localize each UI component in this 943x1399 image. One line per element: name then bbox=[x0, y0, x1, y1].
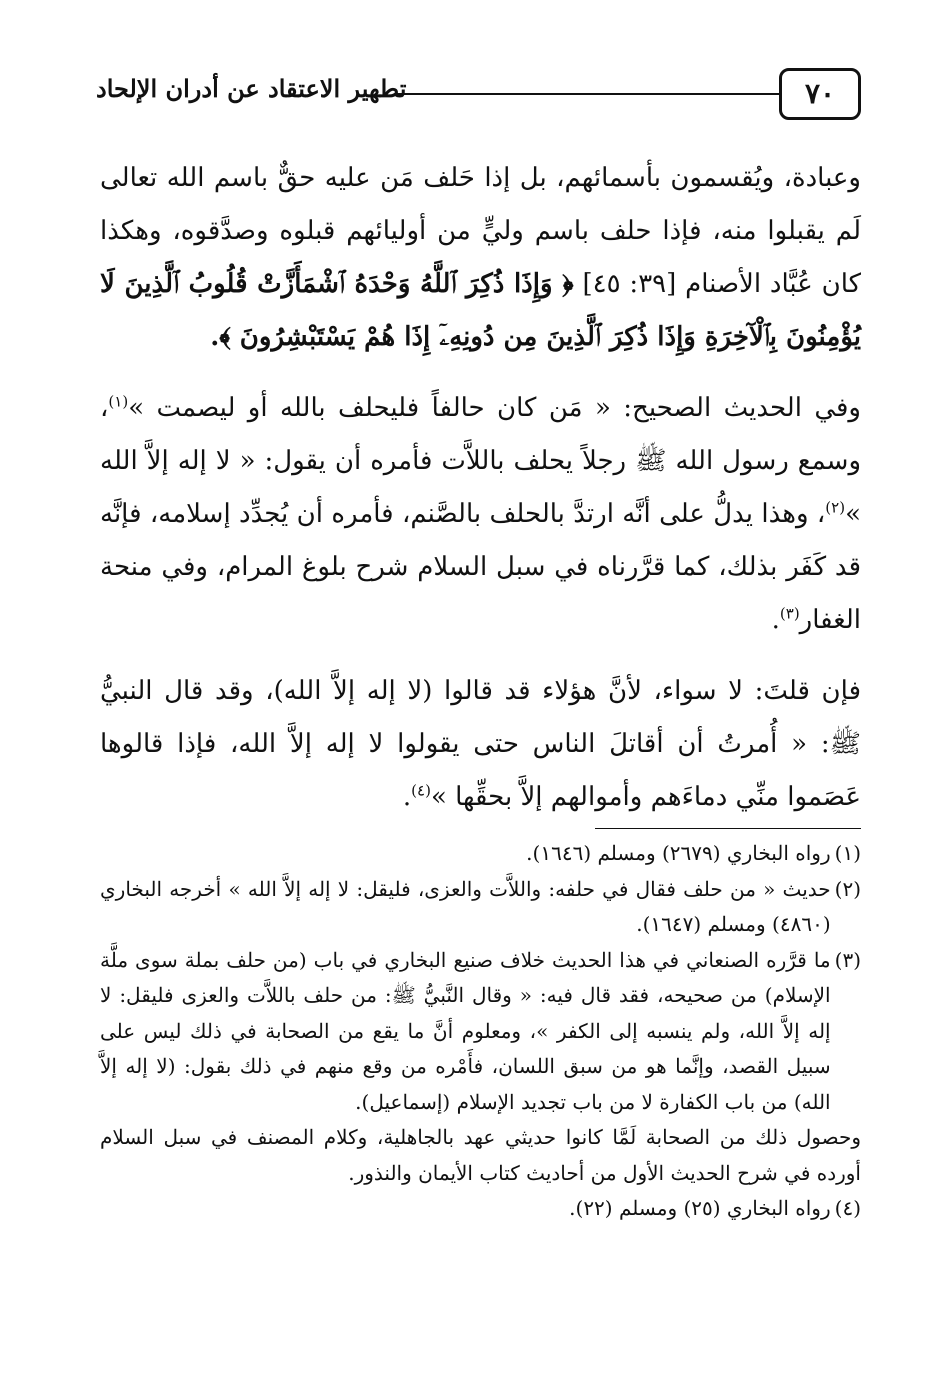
footnote-number: (٤) bbox=[834, 1196, 861, 1220]
footnote-ref-3[interactable]: (٣) bbox=[779, 604, 800, 623]
hadith-text-2: ، وسمع رسول الله ﷺ رجلاً يحلف باللاَّت فأمره أن يقول: « لا إله إلاَّ الله » bbox=[100, 393, 861, 529]
footnote-3 bbox=[100, 943, 861, 1121]
footnote-number: (١) bbox=[834, 841, 861, 865]
footnote-ref-2[interactable]: (٢) bbox=[825, 498, 846, 517]
footnote-ref-1[interactable]: (١) bbox=[108, 392, 129, 411]
footnote-text: ما قرَّره الصنعاني في هذا الحديث خلاف صنيع البخاري في باب (من حلف بملة سوى ملَّة الإسلام) من صحيحه، فقد قال فيه: « وقال النَّبيُّ ﷺ: من حلف باللاَّت والعزى فليقل: لا إله إلاَّ الله، ولم ينسبه إلى الكفر »، ومعلوم أنَّ ما يقع من الصحابة في ذلك ليس على سبيل القصد، وإنَّما هو من سبق اللسان، فأَمْره من وقع منهم في ذلك بقول: (لا إله إلاَّ الله) من باب الكفارة لا من باب تجديد الإسلام (إسماعيل). bbox=[100, 947, 831, 1114]
footnote-ref-4[interactable]: (٤) bbox=[411, 781, 431, 800]
page-header bbox=[96, 68, 861, 122]
paragraph-1 bbox=[100, 152, 861, 364]
quran-verse: ﴿ وَإِذَا ذُكِرَ ٱللَّهُ وَحْدَهُ ٱشْمَأَزَّتْ قُلُوبُ ٱلَّذِينَ لَا يُؤْمِنُونَ بِٱلْآخِرَةِ وَإِذَا ذُكِرَ ٱلَّذِينَ مِن دُونِهِۦٓ إِذَا هُمْ يَسْتَبْشِرُونَ ﴾. bbox=[100, 269, 861, 352]
footnote-number: (٣) bbox=[834, 947, 861, 972]
paragraph-1-text: وعبادة، ويُقسمون بأسمائهم، بل إذا حَلف مَن عليه حقٌّ باسم الله تعالى لَم يقبلوا منه، فإذا حلف باسم وليٍّ من أوليائهم قبلوه وصدَّقوه، وهكذا كان عُبَّاد الأصنام [٣٩: ٤٥] bbox=[100, 163, 862, 299]
page-number: ٧٠ bbox=[779, 68, 861, 120]
footnote-3-continuation: وحصول ذلك من الصحابة لَمَّا كانوا حديثي عهد بالجاهلية، وكلام المصنف في سبل السلام أورده في شرح الحديث الأول من أحاديث كتاب الأيمان والنذور. bbox=[100, 1125, 861, 1185]
commentary-text: ، وهذا يدلُّ على أنَّه ارتدَّ بالحلف بالصَّنم، فأمره أن يُجدِّد إسلامه، فإنَّه قد كَفَر بذلك، كما قرَّرناه في سبل السلام شرح بلوغ المرام، وفي منحة الغفار bbox=[100, 499, 861, 635]
footnote-4 bbox=[100, 1191, 861, 1227]
footnote-text: حديث « من حلف فقال في حلفه: واللاَّت والعزى، فليقل: لا إله إلاَّ الله » أخرجه البخاري (٤٨٦٠) ومسلم (١٦٤٧). bbox=[100, 876, 831, 936]
footnote-2 bbox=[100, 872, 861, 943]
footnotes bbox=[100, 836, 861, 1227]
footnote-1 bbox=[100, 836, 861, 872]
paragraph-2 bbox=[100, 382, 861, 647]
paragraph-3-end: . bbox=[402, 782, 412, 812]
paragraph-3 bbox=[100, 665, 861, 824]
main-text bbox=[100, 152, 861, 824]
header-rule bbox=[396, 93, 779, 95]
paragraph-2-end: . bbox=[771, 605, 780, 635]
objection-text: فإن قلتَ: لا سواء، لأنَّ هؤلاء قد قالوا (لا إله إلاَّ الله)، وقد قال النبيُّ ﷺ: « أُمرتُ أن أقاتلَ الناس حتى يقولوا لا إله إلاَّ الله، فإذا قالوها عَصَموا منِّي دماءَهم وأموالهم إلاَّ بحقِّها » bbox=[100, 676, 861, 812]
footnote-separator bbox=[595, 828, 861, 829]
footnote-text: رواه البخاري (٢٥) ومسلم (٢٢). bbox=[569, 1196, 831, 1220]
hadith-text-1: وفي الحديث الصحيح: « مَن كان حالفاً فليحلف بالله أو ليصمت » bbox=[128, 393, 861, 423]
footnote-number: (٢) bbox=[834, 876, 861, 901]
footnote-text: رواه البخاري (٢٦٧٩) ومسلم (١٦٤٦). bbox=[526, 841, 831, 865]
running-title: تطهير الاعتقاد عن أدران الإلحاد bbox=[96, 74, 407, 103]
